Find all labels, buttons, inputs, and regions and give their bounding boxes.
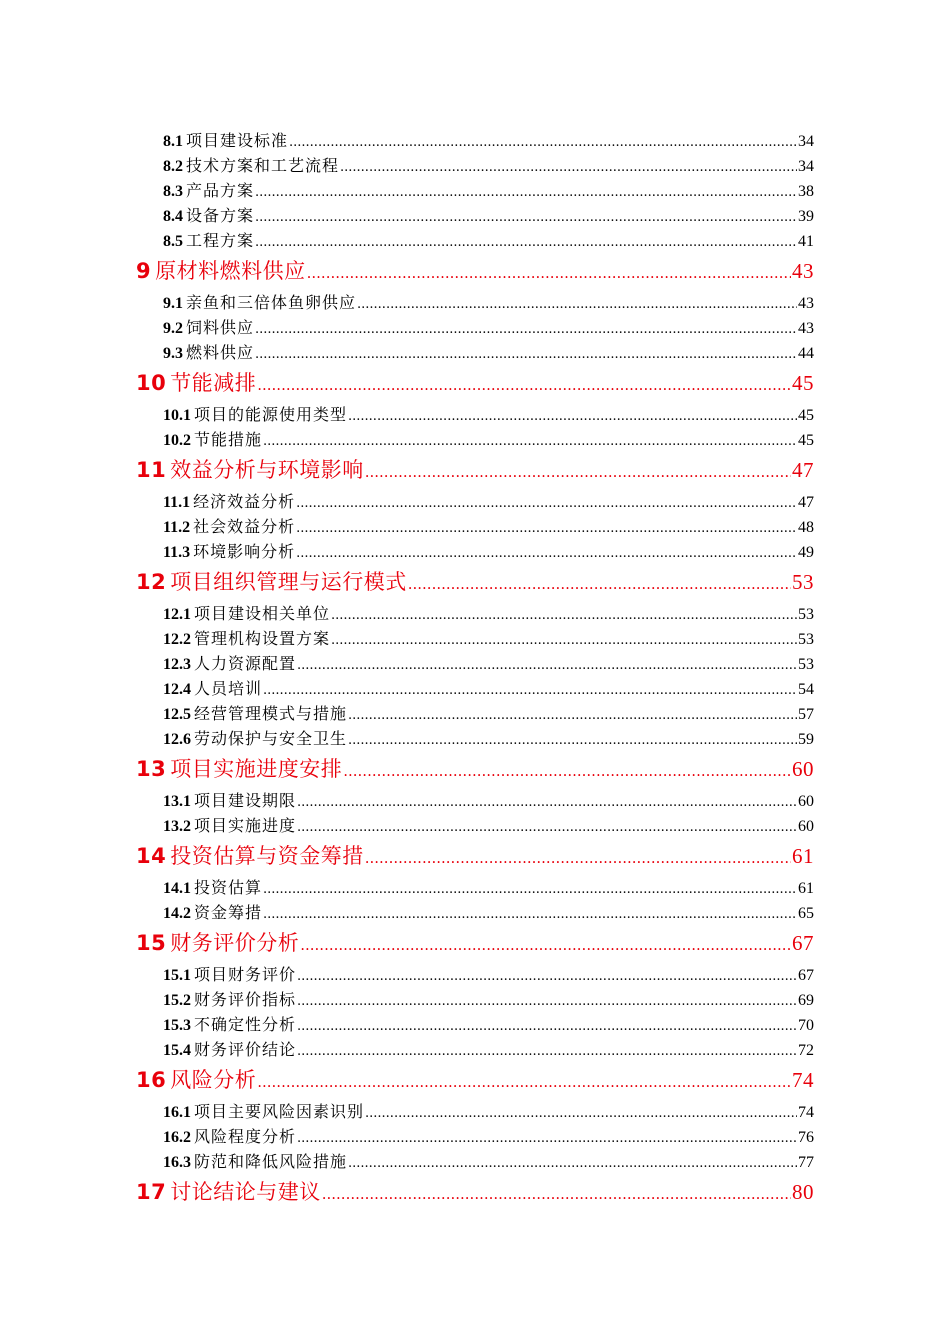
toc-section-entry[interactable] bbox=[136, 514, 814, 539]
toc-dot-leader bbox=[307, 253, 791, 292]
toc-entry-title: 项目主要风险因素识别 bbox=[194, 1102, 365, 1121]
toc-entry-title: 劳动保护与安全卫生 bbox=[194, 729, 348, 748]
toc-section-entry[interactable] bbox=[136, 875, 814, 900]
toc-entry-page-number: 60 bbox=[798, 793, 814, 810]
toc-section-entry[interactable] bbox=[136, 315, 814, 340]
toc-section-entry[interactable] bbox=[136, 900, 814, 925]
toc-entry-title: 项目实施进度安排 bbox=[170, 757, 343, 781]
toc-section-entry[interactable] bbox=[136, 813, 814, 838]
toc-dot-leader bbox=[365, 838, 791, 877]
toc-entry-number: 12.4 bbox=[163, 681, 191, 698]
toc-entry-page-number: 53 bbox=[798, 656, 814, 673]
toc-section-entry[interactable] bbox=[136, 962, 814, 987]
toc-entry-number: 11.3 bbox=[163, 544, 191, 561]
toc-entry-page-number: 60 bbox=[798, 818, 814, 835]
toc-entry-title: 项目建设期限 bbox=[194, 791, 297, 810]
toc-entry-page-number: 80 bbox=[792, 1180, 814, 1204]
toc-entry-title: 项目的能源使用类型 bbox=[194, 405, 348, 424]
toc-entry-number: 12.5 bbox=[163, 706, 191, 723]
toc-entry-number: 12.6 bbox=[163, 731, 191, 748]
toc-entry-title: 产品方案 bbox=[186, 181, 255, 200]
toc-entry-title: 环境影响分析 bbox=[193, 542, 296, 561]
toc-entry-title: 效益分析与环境影响 bbox=[170, 458, 364, 482]
toc-section-entry[interactable] bbox=[136, 153, 814, 178]
toc-entry-title: 原材料燃料供应 bbox=[155, 259, 306, 283]
toc-entry-title: 不确定性分析 bbox=[194, 1015, 297, 1034]
toc-entry-number: 15.3 bbox=[163, 1017, 191, 1034]
toc-dot-leader bbox=[255, 228, 797, 255]
toc-entry-page-number: 38 bbox=[798, 183, 814, 200]
toc-entry-number: 16.3 bbox=[163, 1154, 191, 1171]
toc-entry-number: 8.1 bbox=[163, 133, 183, 150]
toc-section-entry[interactable] bbox=[136, 1099, 814, 1124]
toc-entry-number: 11.2 bbox=[163, 519, 191, 536]
toc-chapter-entry[interactable] bbox=[136, 1062, 814, 1099]
toc-dot-leader bbox=[255, 340, 797, 367]
toc-entry-page-number: 41 bbox=[798, 233, 814, 250]
toc-chapter-entry[interactable] bbox=[136, 1174, 814, 1211]
toc-chapter-entry[interactable] bbox=[136, 365, 814, 402]
toc-section-entry[interactable] bbox=[136, 203, 814, 228]
toc-entry-title: 投资估算与资金筹措 bbox=[170, 844, 364, 868]
toc-section-entry[interactable] bbox=[136, 1124, 814, 1149]
toc-entry-page-number: 45 bbox=[792, 371, 814, 395]
toc-dot-leader bbox=[322, 1174, 791, 1213]
toc-entry-number: 14.1 bbox=[163, 880, 191, 897]
toc-entry-number: 13.2 bbox=[163, 818, 191, 835]
toc-chapter-entry[interactable] bbox=[136, 452, 814, 489]
toc-dot-leader bbox=[348, 402, 797, 429]
toc-entry-number: 9.1 bbox=[163, 295, 183, 312]
toc-dot-leader bbox=[257, 1062, 791, 1101]
toc-entry-page-number: 60 bbox=[792, 757, 814, 781]
toc-dot-leader bbox=[408, 564, 791, 603]
toc-entry-page-number: 53 bbox=[798, 606, 814, 623]
toc-entry-number: 14 bbox=[136, 844, 167, 868]
toc-entry-page-number: 43 bbox=[798, 320, 814, 337]
toc-entry-title: 管理机构设置方案 bbox=[194, 629, 331, 648]
toc-section-entry[interactable] bbox=[136, 178, 814, 203]
toc-entry-number: 10 bbox=[136, 371, 167, 395]
toc-dot-leader bbox=[297, 1124, 797, 1151]
toc-dot-leader bbox=[296, 539, 797, 566]
toc-entry-number: 15.4 bbox=[163, 1042, 191, 1059]
toc-dot-leader bbox=[257, 365, 791, 404]
toc-entry-title: 风险程度分析 bbox=[194, 1127, 297, 1146]
toc-entry-page-number: 72 bbox=[798, 1042, 814, 1059]
toc-entry-page-number: 49 bbox=[798, 544, 814, 561]
toc-entry-number: 15.2 bbox=[163, 992, 191, 1009]
toc-entry-title: 社会效益分析 bbox=[193, 517, 296, 536]
toc-section-entry[interactable] bbox=[136, 128, 814, 153]
toc-entry-number: 10.2 bbox=[163, 432, 191, 449]
toc-entry-title: 资金筹措 bbox=[194, 903, 263, 922]
toc-entry-title: 技术方案和工艺流程 bbox=[186, 156, 340, 175]
toc-entry-number: 8.3 bbox=[163, 183, 183, 200]
toc-entry-number: 12.3 bbox=[163, 656, 191, 673]
toc-entry-number: 16 bbox=[136, 1068, 167, 1092]
toc-dot-leader bbox=[255, 203, 797, 230]
toc-entry-page-number: 47 bbox=[798, 494, 814, 511]
toc-entry-page-number: 48 bbox=[798, 519, 814, 536]
toc-entry-number: 11 bbox=[136, 458, 167, 482]
toc-entry-page-number: 74 bbox=[792, 1068, 814, 1092]
toc-section-entry[interactable] bbox=[136, 601, 814, 626]
toc-entry-page-number: 45 bbox=[798, 407, 814, 424]
toc-dot-leader bbox=[297, 1012, 797, 1039]
toc-entry-page-number: 57 bbox=[798, 706, 814, 723]
toc-section-entry[interactable] bbox=[136, 626, 814, 651]
toc-entry-title: 设备方案 bbox=[186, 206, 255, 225]
toc-section-entry[interactable] bbox=[136, 726, 814, 751]
toc-chapter-entry[interactable] bbox=[136, 838, 814, 875]
toc-dot-leader bbox=[348, 1149, 797, 1176]
toc-section-entry[interactable] bbox=[136, 489, 814, 514]
toc-entry-number: 8.2 bbox=[163, 158, 183, 175]
toc-chapter-entry[interactable] bbox=[136, 925, 814, 962]
toc-entry-page-number: 47 bbox=[792, 458, 814, 482]
toc-entry-page-number: 59 bbox=[798, 731, 814, 748]
toc-entry-page-number: 43 bbox=[798, 295, 814, 312]
toc-entry-title: 节能减排 bbox=[170, 371, 257, 395]
toc-entry-number: 13 bbox=[136, 757, 167, 781]
toc-entry-title: 财务评价分析 bbox=[170, 931, 300, 955]
toc-section-entry[interactable] bbox=[136, 1012, 814, 1037]
toc-entry-page-number: 39 bbox=[798, 208, 814, 225]
toc-entry-title: 项目建设相关单位 bbox=[194, 604, 331, 623]
toc-entry-title: 项目建设标准 bbox=[186, 131, 289, 150]
toc-dot-leader bbox=[297, 962, 797, 989]
toc-entry-number: 10.1 bbox=[163, 407, 191, 424]
toc-dot-leader bbox=[296, 514, 797, 541]
toc-section-entry[interactable] bbox=[136, 340, 814, 365]
toc-dot-leader bbox=[365, 452, 791, 491]
toc-chapter-entry[interactable] bbox=[136, 751, 814, 788]
toc-entry-title: 投资估算 bbox=[194, 878, 263, 897]
toc-dot-leader bbox=[263, 900, 797, 927]
toc-entry-page-number: 69 bbox=[798, 992, 814, 1009]
toc-chapter-entry[interactable] bbox=[136, 564, 814, 601]
toc-dot-leader bbox=[297, 813, 797, 840]
toc-entry-page-number: 45 bbox=[798, 432, 814, 449]
toc-entry-page-number: 70 bbox=[798, 1017, 814, 1034]
toc-entry-title: 节能措施 bbox=[194, 430, 263, 449]
toc-dot-leader bbox=[297, 788, 797, 815]
toc-chapter-entry[interactable] bbox=[136, 253, 814, 290]
toc-dot-leader bbox=[340, 153, 797, 180]
toc-entry-page-number: 61 bbox=[798, 880, 814, 897]
toc-dot-leader bbox=[343, 751, 791, 790]
toc-entry-page-number: 44 bbox=[798, 345, 814, 362]
toc-entry-page-number: 43 bbox=[792, 259, 814, 283]
toc-entry-page-number: 76 bbox=[798, 1129, 814, 1146]
toc-section-entry[interactable] bbox=[136, 427, 814, 452]
toc-entry-number: 9.3 bbox=[163, 345, 183, 362]
toc-dot-leader bbox=[296, 489, 797, 516]
toc-dot-leader bbox=[263, 875, 797, 902]
toc-entry-title: 项目财务评价 bbox=[194, 965, 297, 984]
toc-section-entry[interactable] bbox=[136, 1037, 814, 1062]
toc-dot-leader bbox=[255, 178, 797, 205]
toc-entry-page-number: 77 bbox=[798, 1154, 814, 1171]
toc-entry-title: 人力资源配置 bbox=[194, 654, 297, 673]
toc-dot-leader bbox=[331, 601, 797, 628]
table-of-contents bbox=[136, 128, 814, 1211]
toc-entry-number: 16.1 bbox=[163, 1104, 191, 1121]
toc-entry-title: 经济效益分析 bbox=[193, 492, 296, 511]
toc-entry-title: 亲鱼和三倍体鱼卵供应 bbox=[186, 293, 357, 312]
toc-entry-page-number: 34 bbox=[798, 158, 814, 175]
toc-entry-page-number: 53 bbox=[798, 631, 814, 648]
toc-entry-title: 工程方案 bbox=[186, 231, 255, 250]
toc-entry-number: 17 bbox=[136, 1180, 167, 1204]
toc-entry-title: 防范和降低风险措施 bbox=[194, 1152, 348, 1171]
toc-entry-page-number: 54 bbox=[798, 681, 814, 698]
toc-entry-title: 讨论结论与建议 bbox=[170, 1180, 321, 1204]
toc-entry-number: 8.4 bbox=[163, 208, 183, 225]
toc-entry-title: 财务评价结论 bbox=[194, 1040, 297, 1059]
toc-entry-number: 12.2 bbox=[163, 631, 191, 648]
toc-dot-leader bbox=[263, 676, 797, 703]
toc-dot-leader bbox=[348, 701, 797, 728]
toc-entry-page-number: 65 bbox=[798, 905, 814, 922]
toc-entry-title: 人员培训 bbox=[194, 679, 263, 698]
toc-entry-number: 9 bbox=[136, 259, 152, 283]
toc-entry-number: 12 bbox=[136, 570, 167, 594]
toc-section-entry[interactable] bbox=[136, 987, 814, 1012]
toc-section-entry[interactable] bbox=[136, 676, 814, 701]
toc-entry-number: 15.1 bbox=[163, 967, 191, 984]
toc-dot-leader bbox=[297, 1037, 797, 1064]
toc-dot-leader bbox=[348, 726, 797, 753]
toc-section-entry[interactable] bbox=[136, 788, 814, 813]
toc-entry-page-number: 34 bbox=[798, 133, 814, 150]
toc-dot-leader bbox=[255, 315, 797, 342]
toc-entry-number: 16.2 bbox=[163, 1129, 191, 1146]
toc-section-entry[interactable] bbox=[136, 701, 814, 726]
toc-section-entry[interactable] bbox=[136, 402, 814, 427]
toc-dot-leader bbox=[289, 128, 797, 155]
toc-section-entry[interactable] bbox=[136, 290, 814, 315]
toc-section-entry[interactable] bbox=[136, 1149, 814, 1174]
toc-entry-number: 8.5 bbox=[163, 233, 183, 250]
toc-entry-title: 经营管理模式与措施 bbox=[194, 704, 348, 723]
toc-entry-number: 15 bbox=[136, 931, 167, 955]
toc-entry-number: 13.1 bbox=[163, 793, 191, 810]
toc-entry-page-number: 67 bbox=[798, 967, 814, 984]
toc-entry-title: 财务评价指标 bbox=[194, 990, 297, 1009]
toc-entry-title: 燃料供应 bbox=[186, 343, 255, 362]
toc-entry-title: 饲料供应 bbox=[186, 318, 255, 337]
toc-section-entry[interactable] bbox=[136, 539, 814, 564]
toc-dot-leader bbox=[263, 427, 797, 454]
toc-dot-leader bbox=[297, 987, 797, 1014]
toc-entry-number: 14.2 bbox=[163, 905, 191, 922]
toc-entry-number: 9.2 bbox=[163, 320, 183, 337]
toc-entry-page-number: 67 bbox=[792, 931, 814, 955]
toc-dot-leader bbox=[331, 626, 797, 653]
toc-entry-number: 12.1 bbox=[163, 606, 191, 623]
toc-entry-number: 11.1 bbox=[163, 494, 191, 511]
toc-dot-leader bbox=[365, 1099, 797, 1126]
toc-entry-title: 项目组织管理与运行模式 bbox=[170, 570, 407, 594]
toc-section-entry[interactable] bbox=[136, 651, 814, 676]
toc-entry-page-number: 61 bbox=[792, 844, 814, 868]
toc-entry-title: 风险分析 bbox=[170, 1068, 257, 1092]
toc-section-entry[interactable] bbox=[136, 228, 814, 253]
toc-dot-leader bbox=[300, 925, 791, 964]
toc-entry-page-number: 74 bbox=[798, 1104, 814, 1121]
toc-entry-title: 项目实施进度 bbox=[194, 816, 297, 835]
toc-dot-leader bbox=[297, 651, 797, 678]
toc-entry-page-number: 53 bbox=[792, 570, 814, 594]
toc-dot-leader bbox=[357, 290, 797, 317]
